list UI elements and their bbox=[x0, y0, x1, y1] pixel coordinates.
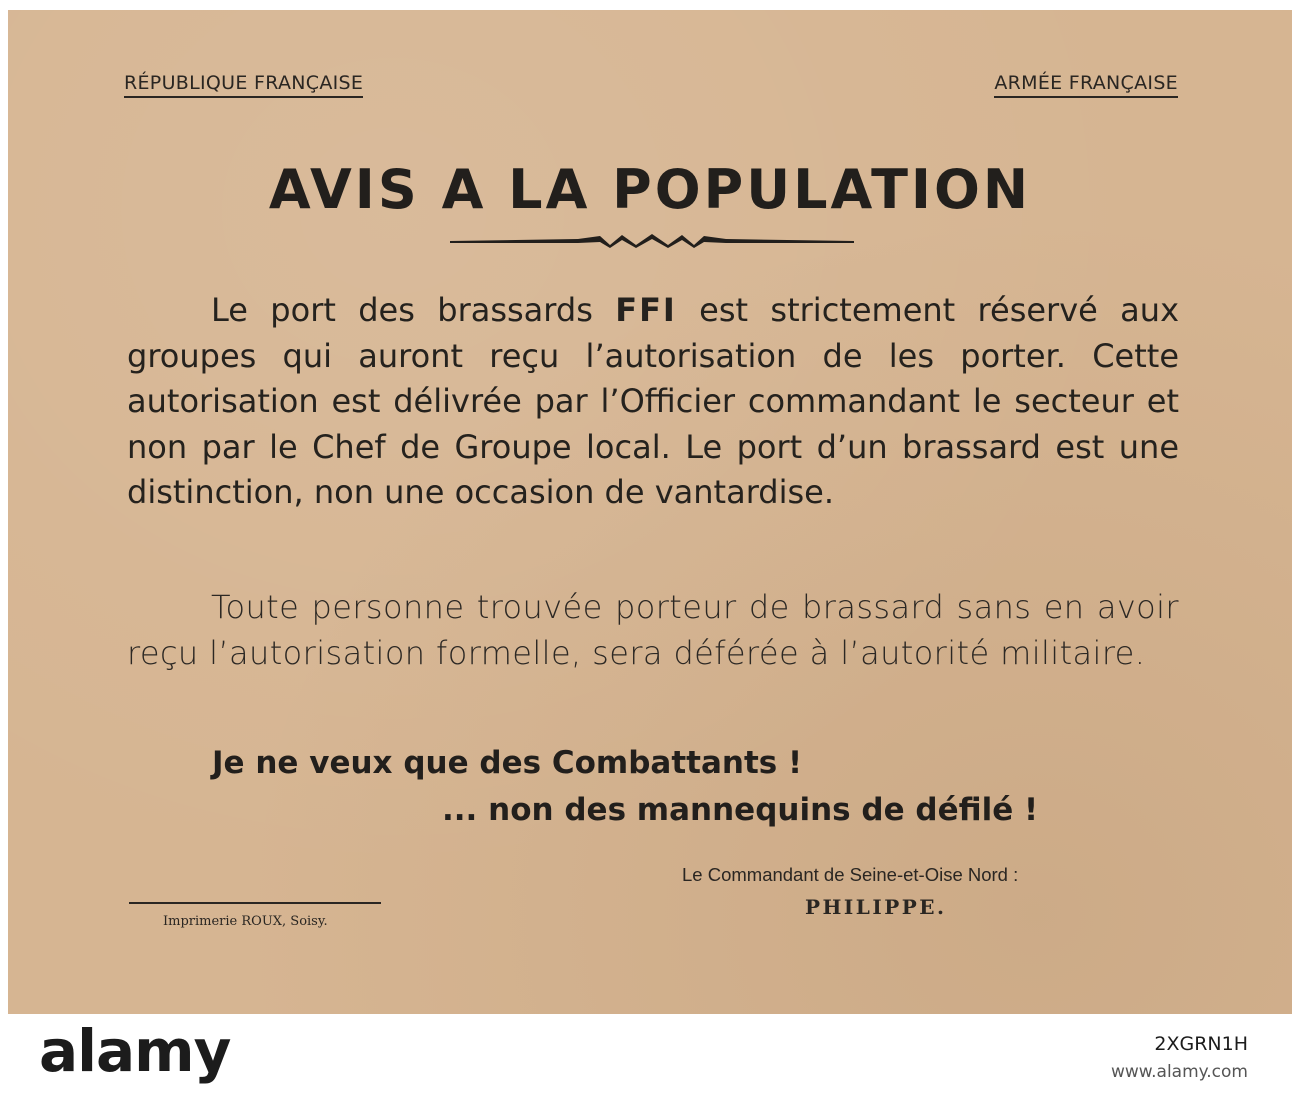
header-left: RÉPUBLIQUE FRANÇAISE bbox=[124, 72, 363, 98]
stock-url: www.alamy.com bbox=[1110, 1062, 1248, 1082]
printer-divider bbox=[129, 902, 381, 904]
slogan-line-2: ... non des mannequins de défilé ! bbox=[442, 792, 1039, 828]
ffi-emphasis: FFI bbox=[615, 291, 677, 329]
title-ornament-icon bbox=[450, 232, 854, 252]
para1-start: Le port des brassards bbox=[211, 291, 616, 329]
header-right: ARMÉE FRANÇAISE bbox=[994, 72, 1178, 98]
paragraph-penalty bbox=[127, 585, 1179, 676]
signature-title: Le Commandant de Seine-et-Oise Nord : bbox=[682, 864, 1019, 885]
printer-credit: Imprimerie ROUX, Soisy. bbox=[163, 914, 328, 929]
paragraph-armbands bbox=[127, 288, 1179, 516]
slogan-line-1: Je ne veux que des Combattants ! bbox=[212, 745, 803, 781]
signature-name: PHILIPPE. bbox=[805, 895, 947, 919]
para1-rest: est strictement réservé aux groupes qui auront reçu l’autorisation de les porter. Cette autorisation est délivrée par l’Officier commandant le secteur et non par le Chef de Groupe local. Le port d’un brassard est une distinction, non une occasion de vantardise. bbox=[127, 291, 1179, 511]
poster-title: AVIS A LA POPULATION bbox=[268, 158, 1032, 221]
para2-text: Toute personne trouvée porteur de brassard sans en avoir reçu l’autorisation formelle, sera déférée à l’autorité militaire. bbox=[127, 588, 1179, 672]
stock-image-id: 2XGRN1H bbox=[1154, 1033, 1248, 1055]
alamy-logo: alamy bbox=[39, 1017, 231, 1085]
